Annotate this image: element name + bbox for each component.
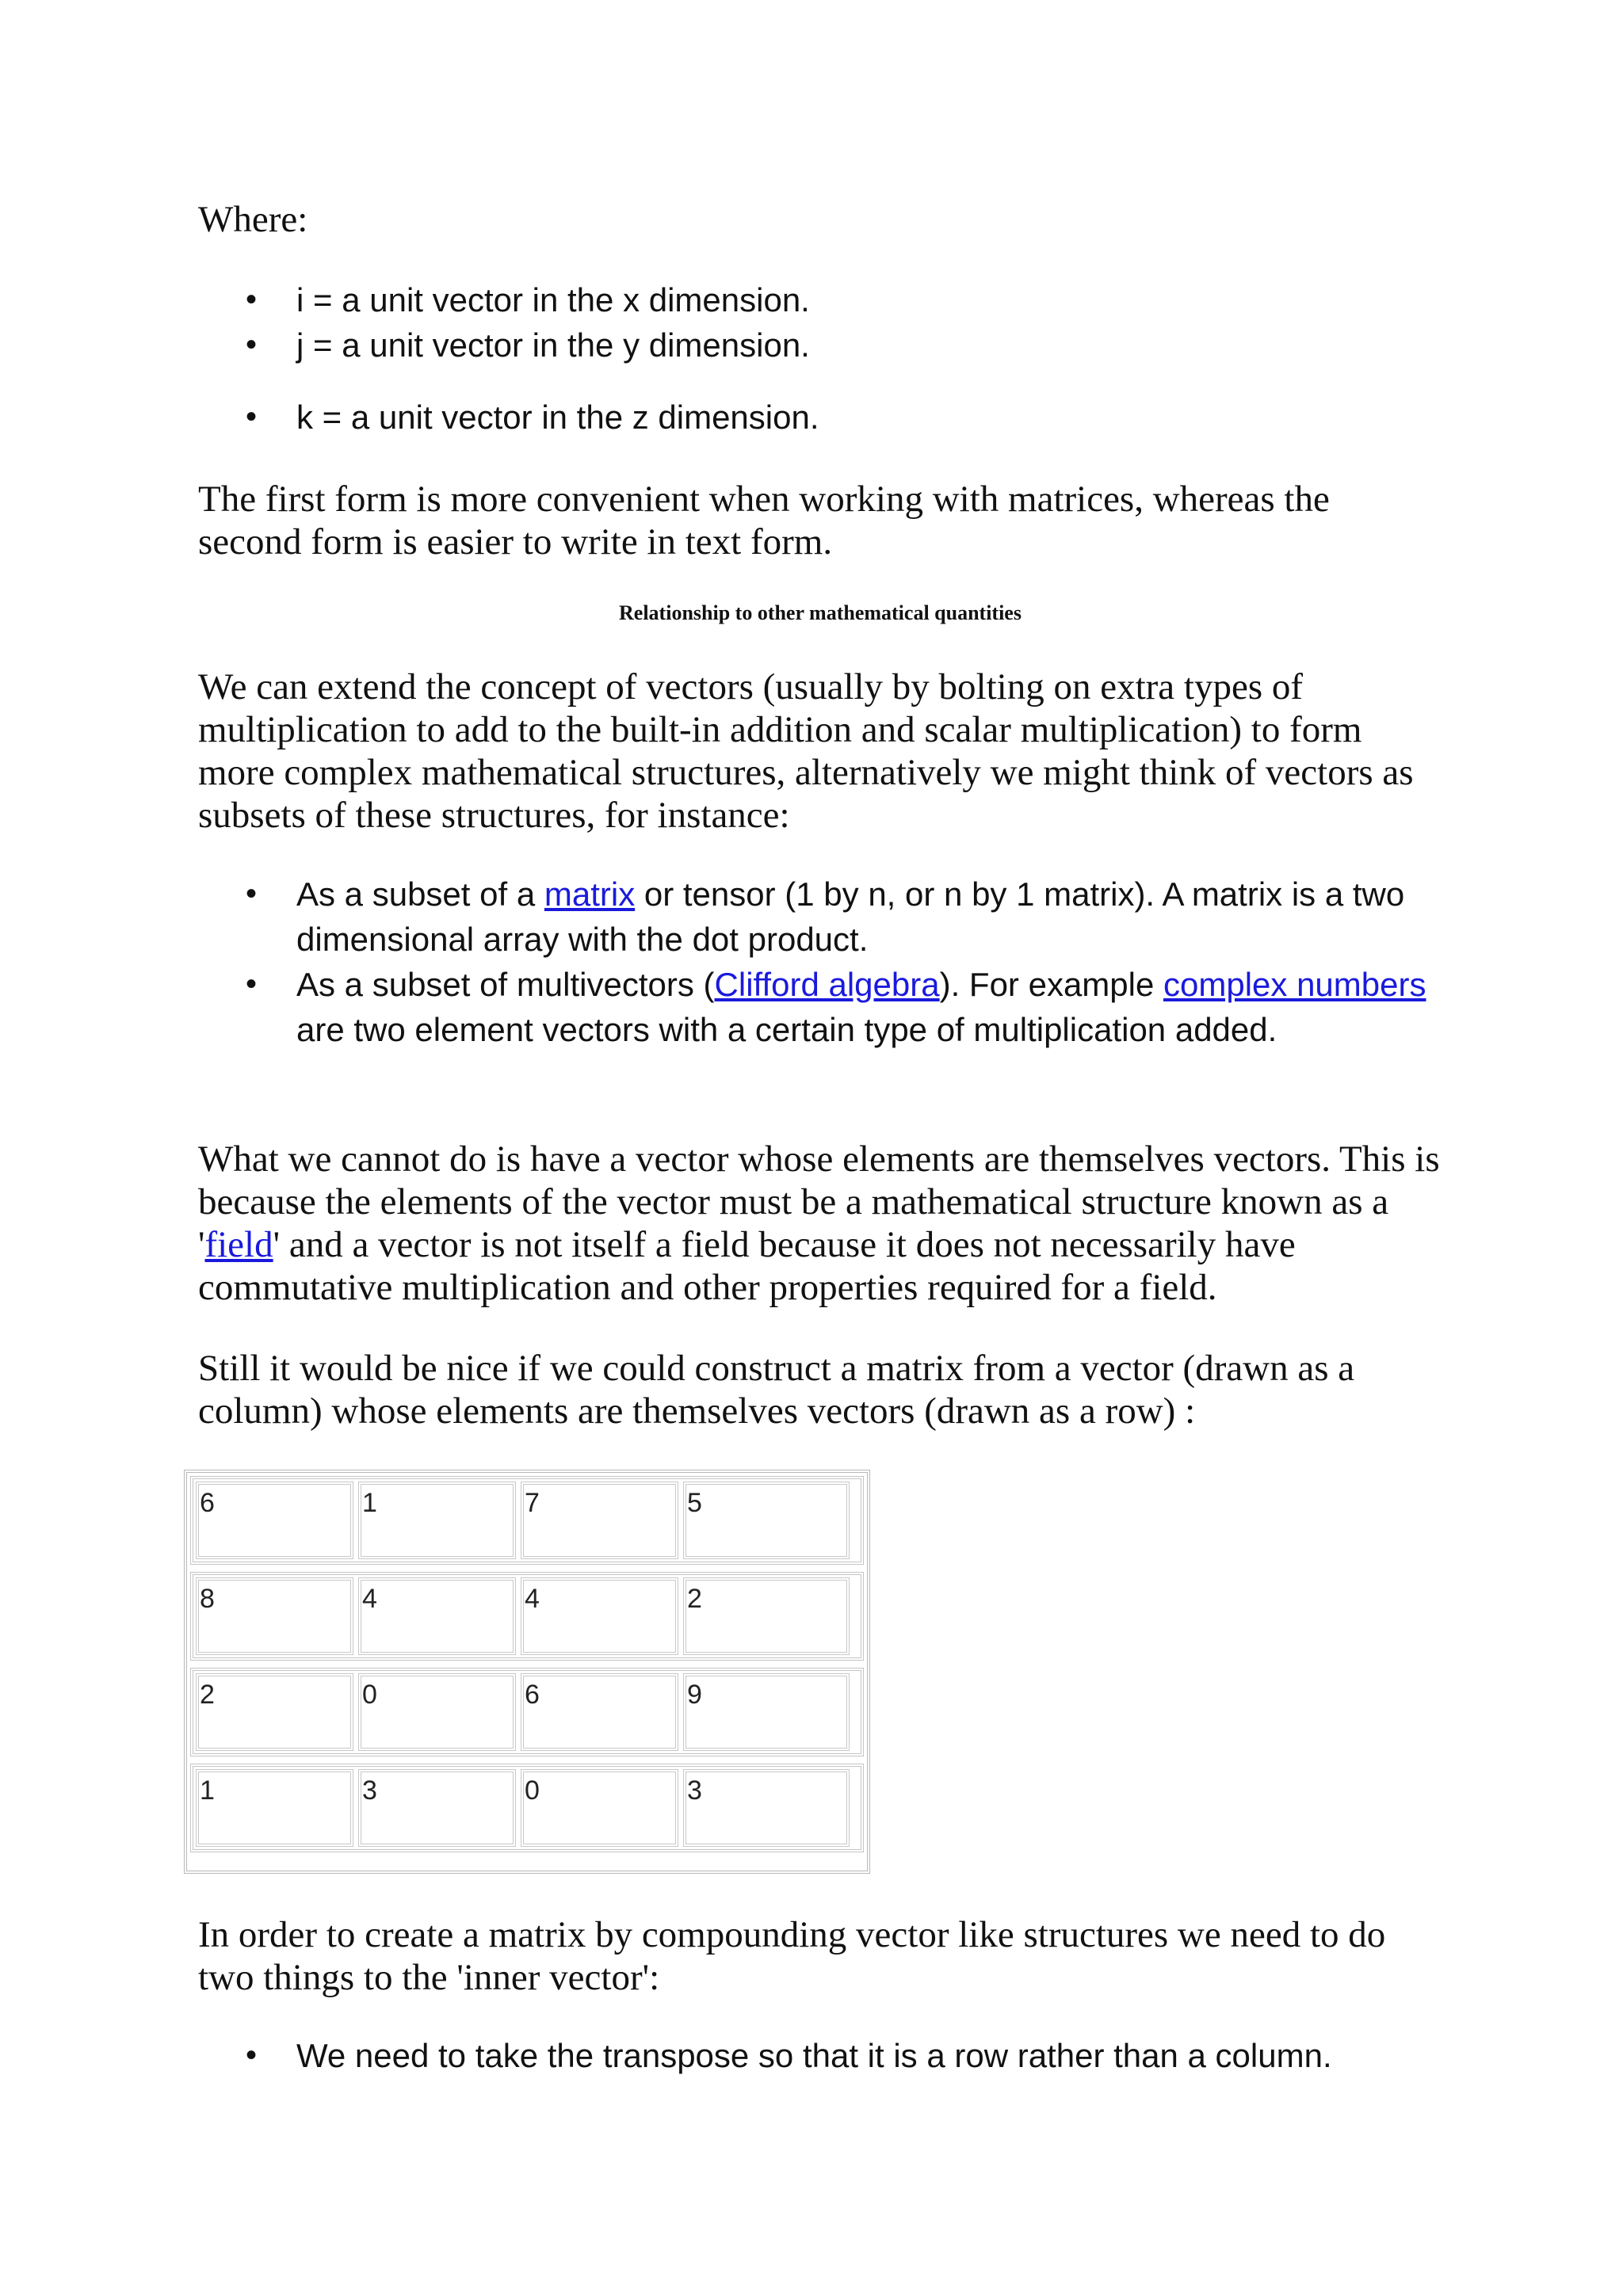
bullet-icon: •: [246, 967, 258, 1001]
list-item-text: i = a unit vector in the x dimension.: [296, 281, 810, 318]
table-cell: 5: [683, 1482, 850, 1559]
list-item: [246, 277, 1450, 322]
table-cell: 2: [683, 1577, 850, 1655]
final-list: [246, 2033, 1450, 2078]
list-item: [246, 871, 1450, 962]
table-row: [190, 1668, 864, 1756]
table-cell: 4: [358, 1577, 516, 1655]
text-run: ). For example: [939, 966, 1164, 1003]
where-label: Where:: [198, 199, 308, 240]
bullet-icon: •: [246, 876, 258, 911]
list-item: [246, 322, 1450, 368]
unit-vector-list: [246, 277, 1450, 440]
bullet-icon: •: [246, 2038, 258, 2073]
paragraph-still: Still it would be nice if we could construct a matrix from a vector (drawn as a column) whose elements are themselves vectors (drawn as a row) :: [198, 1348, 1355, 1432]
text-run: As a subset of a: [296, 875, 544, 913]
text-run: are two element vectors with a certain type of multiplication added.: [296, 1011, 1277, 1048]
text-run: ' and a vector is not itself a field because it does not necessarily have commutative multiplication and other properties required for a field.: [198, 1224, 1296, 1308]
list-item-text: [296, 875, 1404, 958]
paragraph-forms: The first form is more convenient when working with matrices, whereas the second form is easier to write in text form.: [198, 479, 1330, 563]
list-item: [246, 395, 1450, 440]
list-item: [246, 962, 1450, 1052]
clifford-algebra-link[interactable]: Clifford algebra: [714, 966, 940, 1003]
list-item-text: We need to take the transpose so that it is a row rather than a column.: [296, 2037, 1332, 2074]
paragraph-cannot: [198, 1138, 1442, 1309]
list-item-text: [296, 966, 1426, 1048]
table-cell: 3: [358, 1769, 516, 1847]
paragraph-extend: We can extend the concept of vectors (usually by bolting on extra types of multiplication to add to the built-in addition and scalar multiplication) to form more complex mathematical structures, alternatively we might think of vectors as subsets of these structures, for instance:: [198, 666, 1414, 836]
table-row: [190, 1572, 864, 1661]
section-heading: Relationship to other mathematical quantities: [619, 601, 1022, 624]
table-cell: 3: [683, 1769, 850, 1847]
paragraph-order: In order to create a matrix by compounding vector like structures we need to do two things to the 'inner vector':: [198, 1914, 1386, 1998]
table-cell: 9: [683, 1673, 850, 1751]
list-item-text: j = a unit vector in the y dimension.: [296, 326, 810, 364]
matrix-table: [184, 1470, 870, 1874]
table-cell: 2: [196, 1673, 353, 1751]
subset-list: [246, 871, 1450, 1052]
table-row: [190, 1764, 864, 1852]
table-cell: 4: [521, 1577, 678, 1655]
table-cell: 0: [358, 1673, 516, 1751]
table-cell: 6: [196, 1482, 353, 1559]
text-run: What we cannot do is have a vector whose elements are themselves vectors. This is because the elements of the vector must be a mathematical structure known as a ': [198, 1138, 1440, 1265]
list-item-text: k = a unit vector in the z dimension.: [296, 399, 819, 436]
table-cell: 6: [521, 1673, 678, 1751]
bullet-icon: •: [246, 282, 258, 317]
table-cell: 8: [196, 1577, 353, 1655]
matrix-link[interactable]: matrix: [544, 875, 636, 913]
bullet-icon: •: [246, 399, 258, 434]
list-item: [246, 2033, 1450, 2078]
table-row: [190, 1476, 864, 1565]
complex-numbers-link[interactable]: complex numbers: [1163, 966, 1426, 1003]
field-link[interactable]: field: [204, 1224, 273, 1265]
text-run: As a subset of multivectors (: [296, 966, 715, 1003]
bullet-icon: •: [246, 327, 258, 362]
table-cell: 7: [521, 1482, 678, 1559]
text-run: or tensor (1 by n, or n by 1 matrix). A matrix is a two dimensional array with the dot product.: [296, 875, 1405, 958]
table-cell: 1: [196, 1769, 353, 1847]
table-cell: 0: [521, 1769, 678, 1847]
table-cell: 1: [358, 1482, 516, 1559]
